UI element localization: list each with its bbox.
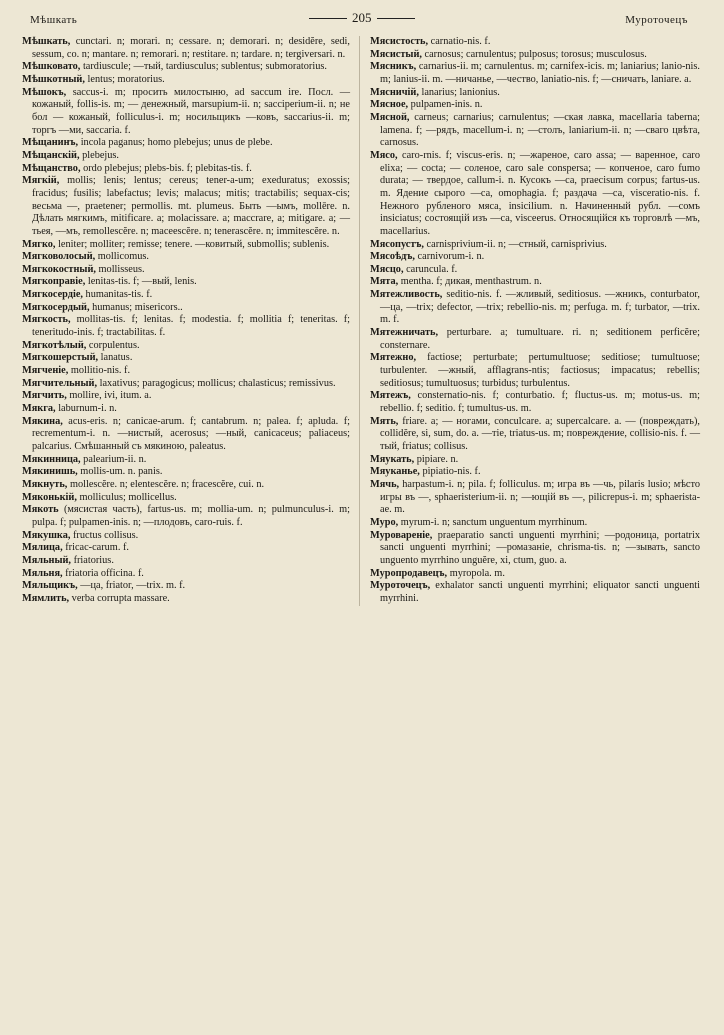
- entry-definition: mollire, ivi, itum. a.: [66, 390, 152, 402]
- entry-headword: Мягкость,: [22, 314, 71, 326]
- entry-definition: (мясистая часть), fartus-us. m; mollia-um. n; pulmunculus-i. m; pulpa. f; pulpamen-inis. n; —плодовъ, caro-ruis. f.: [32, 504, 350, 528]
- entry-definition: friatoria officina. f.: [62, 567, 144, 579]
- entry-definition: lanarius; lanionius.: [418, 86, 500, 98]
- dictionary-entry: [370, 150, 700, 239]
- entry-headword: Мягчить,: [22, 390, 67, 402]
- dictionary-entry: [22, 593, 350, 606]
- dictionary-entry: [22, 466, 350, 479]
- dictionary-entry: [22, 74, 350, 87]
- dictionary-entry: [22, 492, 350, 505]
- entry-definition: pipiare. n.: [414, 453, 459, 465]
- entry-definition: harpastum-i. n; pila. f; folliculus. m; игра въ —чь, pilaris lusio; мѣсто игры въ —, sphaeristerium-ii. n; —ющій въ —, pilicrepus-i. m; sphaerista-ae. m.: [380, 478, 700, 516]
- entry-definition: plebejus.: [79, 149, 120, 161]
- dictionary-entry: [22, 251, 350, 264]
- entry-headword: Мясопустъ,: [370, 238, 424, 250]
- entry-headword: Мѣшкать,: [22, 36, 71, 47]
- dictionary-entry: [370, 390, 700, 415]
- entry-definition: mollicomus.: [95, 251, 149, 263]
- entry-definition: acus-eris. n; canicae-arum. f; cantabrum. n; palea. f; apluda. f; recrementum-i. n. —нистый, acerosus; —ный, canicaceus; paliaceus; palcarius. Смѣшанный съ мякиною, paleatus.: [32, 415, 350, 452]
- dictionary-entry: [22, 264, 350, 277]
- entry-headword: Мягкотѣлый,: [22, 339, 87, 351]
- page-number: 205: [352, 10, 372, 25]
- entry-headword: Мята,: [370, 276, 399, 288]
- dictionary-entry: [370, 580, 700, 605]
- entry-headword: Мягкосердый,: [22, 301, 90, 313]
- entry-definition: pulpamen-inis. n.: [408, 99, 483, 111]
- dictionary-entry: [22, 163, 350, 176]
- dictionary-entry: [370, 239, 700, 252]
- entry-headword: Мясо,: [370, 149, 398, 161]
- entry-headword: Мясоѣдъ,: [370, 251, 415, 263]
- entry-headword: Мѣщанскій,: [22, 149, 80, 161]
- entry-headword: Мякнуть,: [22, 478, 68, 490]
- entry-definition: mollescĕre. n; elentescĕre. n; fracescĕre, cui. n.: [67, 478, 265, 490]
- entry-definition: consternatio-nis. f; conturbatio. f; fluctus-us. m; motus-us. m; rebellio. f; seditio. f; tumultus-us. m.: [380, 390, 700, 415]
- entry-headword: Мятежно,: [370, 352, 417, 364]
- entry-definition: palearium-ii. n.: [80, 453, 147, 465]
- entry-headword: Мять,: [370, 415, 399, 427]
- entry-headword: Муроваренiе,: [370, 529, 433, 541]
- dictionary-entry: [22, 137, 350, 150]
- entry-headword: Мягкошерстый,: [22, 352, 99, 364]
- entry-headword: Мясное,: [370, 99, 409, 111]
- entry-definition: myropola. m.: [447, 567, 505, 579]
- dictionary-entry: [370, 416, 700, 454]
- dictionary-entry: [22, 416, 350, 454]
- entry-definition: mollitas-tis. f; lenitas. f; modestia. f; mollitia f; teneritas. f; teneritudo-inis. f; tractabilitas. f.: [32, 314, 350, 339]
- header-rule-left: [309, 18, 347, 19]
- entry-definition: molliculus; mollicellus.: [76, 491, 177, 503]
- entry-definition: humanitas-tis. f.: [82, 289, 153, 301]
- dictionary-entry: [370, 517, 700, 530]
- entry-headword: Мятежничать,: [370, 327, 439, 339]
- columns: [22, 36, 706, 606]
- dictionary-entry: [370, 568, 700, 581]
- entry-headword: Мякга,: [22, 403, 56, 415]
- entry-definition: lentus; moratorius.: [84, 73, 165, 85]
- entry-headword: Мягченіе,: [22, 365, 69, 377]
- entry-definition: carnarius-ii. m; carnulentus. m; carnifex-icis. m; laniarius; lanio-nis. m; lanius-ii. m. —ничанье, —чество, laniatio-nis. f; —сничать, laniare. a.: [380, 61, 700, 85]
- entry-headword: Мягкій,: [22, 175, 60, 187]
- dictionary-entry: [22, 289, 350, 302]
- dictionary-entry: [22, 403, 350, 416]
- dictionary-entry: [370, 327, 700, 352]
- entry-headword: Мягкокостный,: [22, 263, 96, 275]
- entry-definition: fructus collisus.: [70, 529, 139, 541]
- entry-definition: corpulentus.: [86, 339, 140, 351]
- entry-definition: carnisprivium-ii. n; —стный, carnisprivius.: [423, 238, 607, 250]
- entry-definition: lanatus.: [98, 352, 133, 364]
- entry-headword: Мятежъ,: [370, 390, 411, 402]
- entry-definition: mollitio-nis. f.: [68, 365, 131, 377]
- entry-definition: fricac-carum. f.: [62, 542, 129, 554]
- entry-headword: Мялица,: [22, 542, 63, 554]
- entry-headword: Мякушка,: [22, 529, 71, 541]
- entry-definition: caro-rnis. f; viscus-eris. n; —жареное, caro assa; — варенное, caro elixa; — cocta; — соленое, caro sale conspersa; — копченое, caro fumo durata; — твердое, callum-i. n. Кусокъ —са, praecisum corpus; fartus-us. m. Ядение сырого —са, omophagia. f; раздача —са, visceratio-nis. f. Нежного рубленого мяса, insicilium. n. Начиненный рубл. —сомъ insiciatus; состоящій изъ —са, visceerus. Относящійся къ торговлѣ —мъ, macellarius.: [380, 149, 700, 237]
- entry-definition: laburnum-i. n.: [55, 403, 117, 415]
- dictionary-entry: [22, 36, 350, 61]
- entry-headword: Мякоть: [22, 504, 59, 516]
- entry-headword: Мячь,: [370, 478, 400, 490]
- entry-headword: Мясничій,: [370, 86, 419, 98]
- dictionary-entry: [22, 276, 350, 289]
- entry-headword: Мякинница,: [22, 453, 81, 465]
- dictionary-entry: [370, 530, 700, 568]
- entry-headword: Мясистый,: [370, 48, 422, 60]
- entry-definition: friatorius.: [71, 554, 114, 566]
- entry-definition: carnatio-nis. f.: [428, 36, 491, 47]
- dictionary-entry: [22, 340, 350, 353]
- dictionary-entry: [22, 555, 350, 568]
- dictionary-entry: [22, 314, 350, 339]
- left-column: [22, 36, 360, 606]
- dictionary-entry: [370, 36, 700, 49]
- dictionary-entry: [370, 99, 700, 112]
- entry-definition: ordo plebejus; plebs-bis. f; plebitas-tis. f.: [80, 162, 252, 174]
- dictionary-entry: [22, 61, 350, 74]
- dictionary-entry: [22, 580, 350, 593]
- entry-definition: carneus; carnarius; carnulentus; —ская лавка, macellaria taberna; lamena. f; —рядъ, macellum-i. n; —столъ, laniarium-ii. n; —сваго цвѣта, carnosus.: [380, 111, 700, 149]
- entry-headword: Мяльня,: [22, 567, 63, 579]
- entry-definition: verba corrupta massare.: [69, 592, 170, 604]
- dictionary-entry: [22, 175, 350, 238]
- entry-definition: seditio-nis. f. —жливый, seditiosus. —жникъ, conturbator, —ца, —trix; defector, —trix; rebellio-nis. m; perfuga. m. f; turbator, —trix. m. f.: [380, 289, 700, 326]
- entry-headword: Мягчительный,: [22, 377, 98, 389]
- entry-definition: carnosus; carnulentus; pulposus; torosus; musculosus.: [421, 48, 647, 60]
- dictionary-entry: [22, 378, 350, 391]
- entry-headword: Мяльный,: [22, 554, 71, 566]
- entry-headword: Мягкосердіе,: [22, 289, 83, 301]
- entry-definition: —ца, friator, —trix. m. f.: [77, 580, 186, 592]
- entry-headword: Мѣшкотный,: [22, 73, 85, 85]
- entry-headword: Мягкоправіе,: [22, 276, 86, 288]
- entry-definition: caruncula. f.: [403, 263, 458, 275]
- entry-definition: saccus-i. m; просить милостыню, ad saccum ire. Посл. — кожаный, follis-is. m; — денежный, marsupium-ii. n; sacciperium-ii. n; не бол — кожаный, folliculus-i. m; носильщикъ —ковъ, saccarius-ii. m; торгъ —ми, saccaria. f.: [32, 86, 350, 136]
- entry-headword: Мятежливость,: [370, 289, 443, 301]
- entry-headword: Муроточецъ,: [370, 580, 431, 592]
- dictionary-entry: [22, 302, 350, 315]
- header-rule-right: [377, 18, 415, 19]
- entry-definition: mollis-um. n. panis.: [77, 466, 163, 478]
- entry-headword: Мямлить,: [22, 592, 70, 604]
- entry-definition: incola paganus; homo plebejus; unus de plebe.: [78, 137, 273, 149]
- dictionary-entry: [22, 239, 350, 252]
- entry-headword: Мѣшокъ,: [22, 86, 67, 98]
- entry-headword: Мѣшковато,: [22, 61, 81, 73]
- entry-definition: exhalator sancti unguenti myrrhini; eliquator sancti unguenti myrrhini.: [380, 580, 700, 604]
- dictionary-entry: [22, 150, 350, 163]
- entry-definition: mentha. f; дикая, menthastrum. n.: [398, 276, 542, 288]
- dictionary-entry: [370, 49, 700, 62]
- dictionary-entry: [370, 61, 700, 86]
- entry-definition: cunctari. n; morari. n; cessare. n; demorari. n; desidĕre, sedi, sessum, co. n; mantare. n; remorari. n; restitare. n; tardare. n; tergiversari. n.: [32, 36, 350, 60]
- entry-headword: Мѣщанинъ,: [22, 137, 79, 149]
- entry-headword: Мяуканье,: [370, 466, 420, 478]
- entry-definition: factiose; perturbate; pertumultuose; seditiose; tumultuose; turbulenter. —жный, afflagrans-ntis; factiosus; impacatus; rebellis; seditiosus; tumultuosus; turbidus; turbulentus.: [380, 352, 700, 389]
- entry-headword: Мяльщикъ,: [22, 580, 78, 592]
- entry-headword: Мясцо,: [370, 263, 404, 275]
- dictionary-entry: [22, 542, 350, 555]
- entry-headword: Мягко,: [22, 238, 56, 250]
- page-header: [22, 8, 706, 30]
- entry-definition: laxativus; paragogicus; mollicus; chalasticus; remissivus.: [97, 377, 336, 389]
- entry-definition: carnivorum-i. n.: [414, 251, 485, 263]
- dictionary-entry: [22, 454, 350, 467]
- entry-definition: friare. a; — ногами, conculcare. a; supercalcare. a. — (повреждать), collidĕre, si, sum, do. a. —тіе, triatus-us. m; повреждение, collisio-nis. f. —тый, friatus; collisus.: [380, 415, 700, 452]
- header-left-guide-word: Мѣшкать: [30, 14, 78, 26]
- entry-definition: perturbare. a; tumultuare. ri. n; seditionem perficĕre; consternare.: [380, 327, 700, 351]
- dictionary-entry: [22, 365, 350, 378]
- entry-definition: praeparatio sancti unguenti myrrhini; —родоница, portatrix sancti unguenti myrrhini; —ромазаніе, chrisma-tis. n; —зывать, sancto unguento myrrhino unguĕre, xi, ctum, guo. a.: [380, 529, 700, 566]
- dictionary-entry: [370, 87, 700, 100]
- entry-headword: Мякинишь,: [22, 466, 78, 478]
- header-page-number: [304, 10, 420, 26]
- entry-headword: Мяукать,: [370, 453, 415, 465]
- entry-headword: Муропродавецъ,: [370, 567, 448, 579]
- dictionary-entry: [370, 276, 700, 289]
- dictionary-entry: [370, 352, 700, 390]
- dictionary-entry: [370, 112, 700, 150]
- dictionary-entry: [370, 466, 700, 479]
- entry-headword: Мѣщанство,: [22, 162, 81, 174]
- entry-definition: tardiuscule; —тый, tardiusculus; sublentus; submoratorius.: [80, 61, 327, 73]
- entry-definition: lenitas-tis. f; —вый, lenis.: [85, 276, 197, 288]
- entry-headword: Мягковолосый,: [22, 251, 96, 263]
- entry-headword: Мякина,: [22, 415, 63, 427]
- entry-definition: pipiatio-nis. f.: [419, 466, 481, 478]
- entry-headword: Мяконькій,: [22, 491, 77, 503]
- entry-definition: mollis; lenis; lentus; cereus; tener-a-um; exeduratus; exossis; fracidus; fusilis; labefactus; levis; malacus; mitis; tractabilis; sequax-cis; весьма —, praetener; permollis. mt. plumeus. Быть —ымъ, mollēre. n. Дѣлать мягкимъ, mitificare. a; molacissare. a; maccrare, a; mitigare. a; —тьея, —мъ, remollescĕre. n; maceescĕre. n; tenerascĕre. n; immitescĕre. n.: [32, 175, 350, 237]
- dictionary-entry: [370, 479, 700, 517]
- entry-headword: Мясистость,: [370, 36, 429, 47]
- entry-headword: Мясникъ,: [370, 61, 417, 73]
- entry-definition: humanus; misericors..: [89, 301, 183, 313]
- dictionary-entry: [22, 87, 350, 138]
- dictionary-entry: [22, 479, 350, 492]
- dictionary-entry: [22, 352, 350, 365]
- dictionary-entry: [370, 251, 700, 264]
- dictionary-entry: [370, 289, 700, 327]
- entry-definition: mollisseus.: [95, 263, 145, 275]
- entry-headword: Мясной,: [370, 111, 410, 123]
- entry-definition: leniter; molliter; remisse; tenere. —ковитый, submollis; sublenis.: [55, 238, 330, 250]
- entry-definition: myrum-i. n; sanctum unguentum myrrhinum.: [398, 516, 588, 528]
- right-column: [360, 36, 700, 606]
- dictionary-entry: [22, 530, 350, 543]
- dictionary-entry: [370, 454, 700, 467]
- entry-headword: Муро,: [370, 516, 399, 528]
- dictionary-entry: [22, 504, 350, 529]
- dictionary-entry: [22, 568, 350, 581]
- header-right-guide-word: Муроточецъ: [625, 14, 688, 26]
- dictionary-entry: [370, 264, 700, 277]
- dictionary-entry: [22, 390, 350, 403]
